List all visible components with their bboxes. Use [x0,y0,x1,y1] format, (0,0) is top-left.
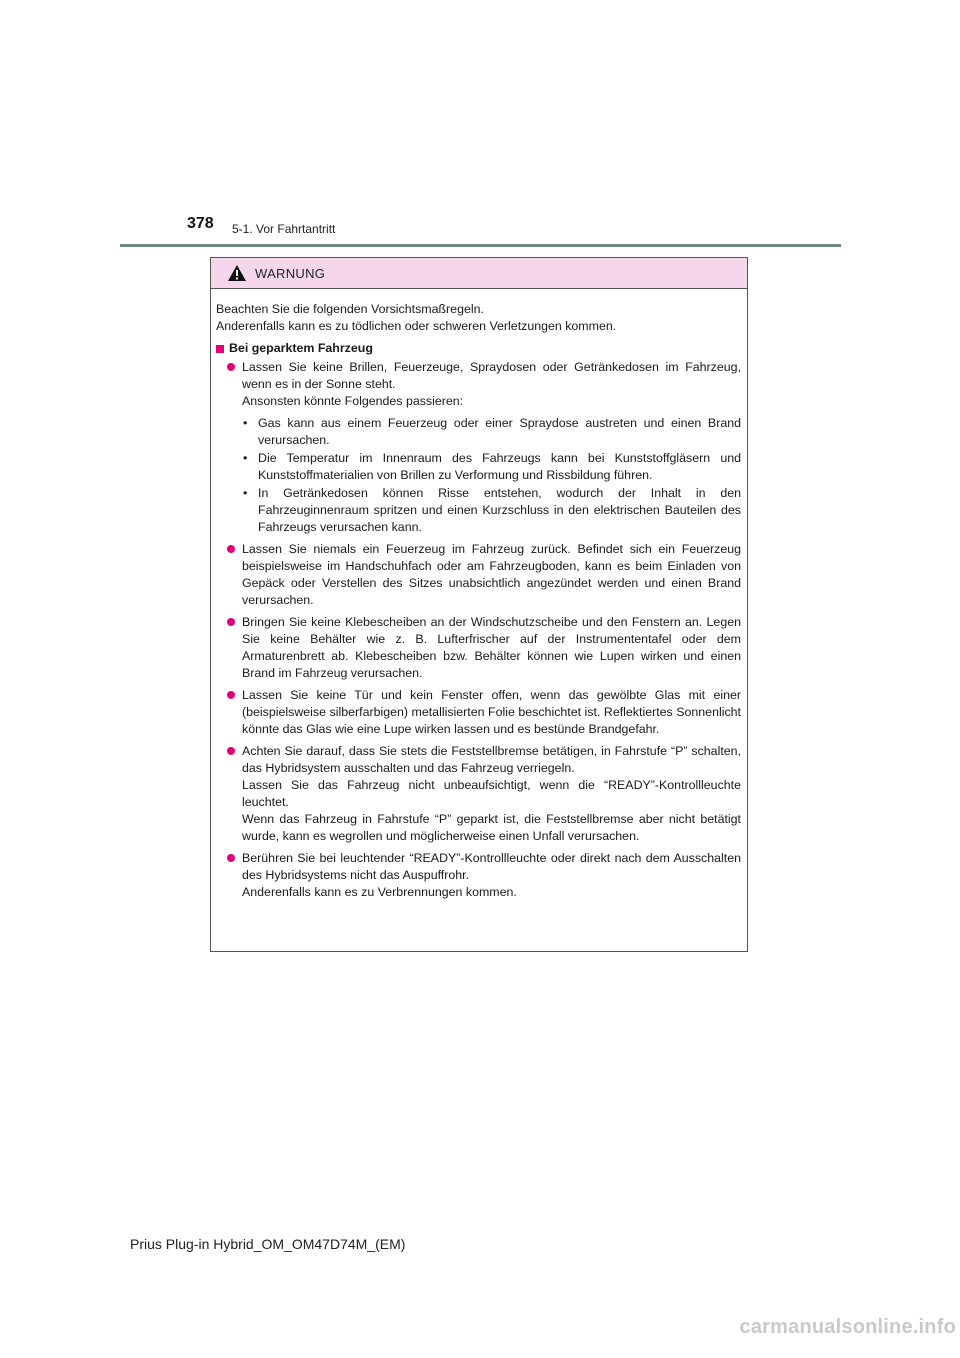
warning-triangle-icon [227,264,247,282]
item-3-text: Bringen Sie keine Klebescheiben an der Windschutzscheibe und den Fenstern an. Legen Sie keine Behälter wie z. B. Lufterfrischer auf der Instrumententafel oder dem Armaturenbrett ab. Klebescheiben bzw. Behälter können wie Lupen wirken und einen Brand im Fahrzeug verursachen. [242,615,741,680]
list-item [216,359,741,536]
item-5-text-2: Lassen Sie das Fahrzeug nicht unbeaufsichtigt, wenn die “READY”-Kontrollleuchte leuchtet. [242,778,741,809]
square-bullet-icon [216,345,224,353]
circle-bullet-icon [227,747,235,755]
bullet-dot: • [243,451,248,465]
list-item [216,687,741,738]
item-1-text-1: Lassen Sie keine Brillen, Feuerzeuge, Spraydosen oder Getränkedosen im Fahrzeug, wenn es in der Sonne steht. [242,360,741,391]
circle-bullet-icon [227,854,235,862]
warning-title: WARNUNG [255,265,326,281]
item-4-text: Lassen Sie keine Tür und kein Fenster offen, wenn das gewölbte Glas mit einer (beispielsweise silberfarbigen) metallisierten Folie beschichtet ist. Reflektiertes Sonnenlicht könnte das Glas wie eine Lupe wirken lassen und es bestünde Brandgefahr. [242,688,741,736]
watermark: carmanualsonline.info [739,1316,956,1338]
item-1-text-2: Ansonsten könnte Folgendes passieren: [242,394,464,408]
item-2-text: Lassen Sie niemals ein Feuerzeug im Fahrzeug zurück. Befindet sich ein Feuerzeug beispielsweise im Handschuhfach oder am Fahrzeugboden, kann es beim Einladen von Gepäck oder Verstellen des Sitzes unabsichtlich angezündet werden und einen Brand verursachen. [242,542,741,607]
subheading-text: Bei geparktem Fahrzeug [229,341,373,355]
item-5-text-1: Achten Sie darauf, dass Sie stets die Feststellbremse betätigen, in Fahrstufe “P” schalten, das Hybridsystem ausschalten und das Fahrzeug verriegeln. [242,744,741,775]
sub-bullet-item: • Gas kann aus einem Feuerzeug oder einer Spraydose austreten und einen Brand verursachen. [243,416,741,447]
header-divider [120,244,841,247]
circle-bullet-icon [227,691,235,699]
sub-bullet-item: • Die Temperatur im Innenraum des Fahrzeugs kann bei Kunststoffgläsern und Kunststoffmaterialien von Brillen zu Verformung und Rissbildung führen. [243,451,741,482]
sub-bullet-item: • In Getränkedosen können Risse entstehen, wodurch der Inhalt in den Fahrzeuginnenraum spritzen und einen Kurzschluss in den elektrischen Bauteilen des Fahrzeugs verursachen kann. [243,486,741,534]
sub-bullet-list [242,415,741,536]
page-number: 378 [187,215,214,232]
bullet-dot: • [243,416,248,430]
list-item [216,850,741,901]
warning-intro [216,301,741,335]
bullet-dot: • [243,486,248,500]
item-6-text-1: Berühren Sie bei leuchtender “READY”-Kontrollleuchte oder direkt nach dem Ausschalten des Hybridsystems nicht das Auspuffrohr. [242,851,741,882]
item-5-text-3: Wenn das Fahrzeug in Fahrstufe “P” geparkt ist, die Feststellbremse aber nicht betätigt wurde, kann es wegrollen und möglicherweise einen Unfall verursachen. [242,812,741,843]
warning-box [210,257,748,952]
intro-line-2: Anderenfalls kann es zu tödlichen oder schweren Verletzungen kommen. [216,319,617,333]
subheading [216,340,741,357]
warning-header [211,258,747,289]
circle-bullet-icon [227,363,235,371]
item-6-text-2: Anderenfalls kann es zu Verbrennungen kommen. [242,885,517,899]
section-title: 5-1. Vor Fahrtantritt [232,222,336,236]
intro-line-1: Beachten Sie die folgenden Vorsichtsmaßregeln. [216,302,484,316]
circle-bullet-icon [227,618,235,626]
circle-bullet-icon [227,545,235,553]
manual-id-footer: Prius Plug-in Hybrid_OM_OM47D74M_(EM) [130,1236,406,1252]
warning-body [211,289,747,901]
list-item [216,614,741,682]
list-item [216,541,741,609]
list-item [216,743,741,845]
